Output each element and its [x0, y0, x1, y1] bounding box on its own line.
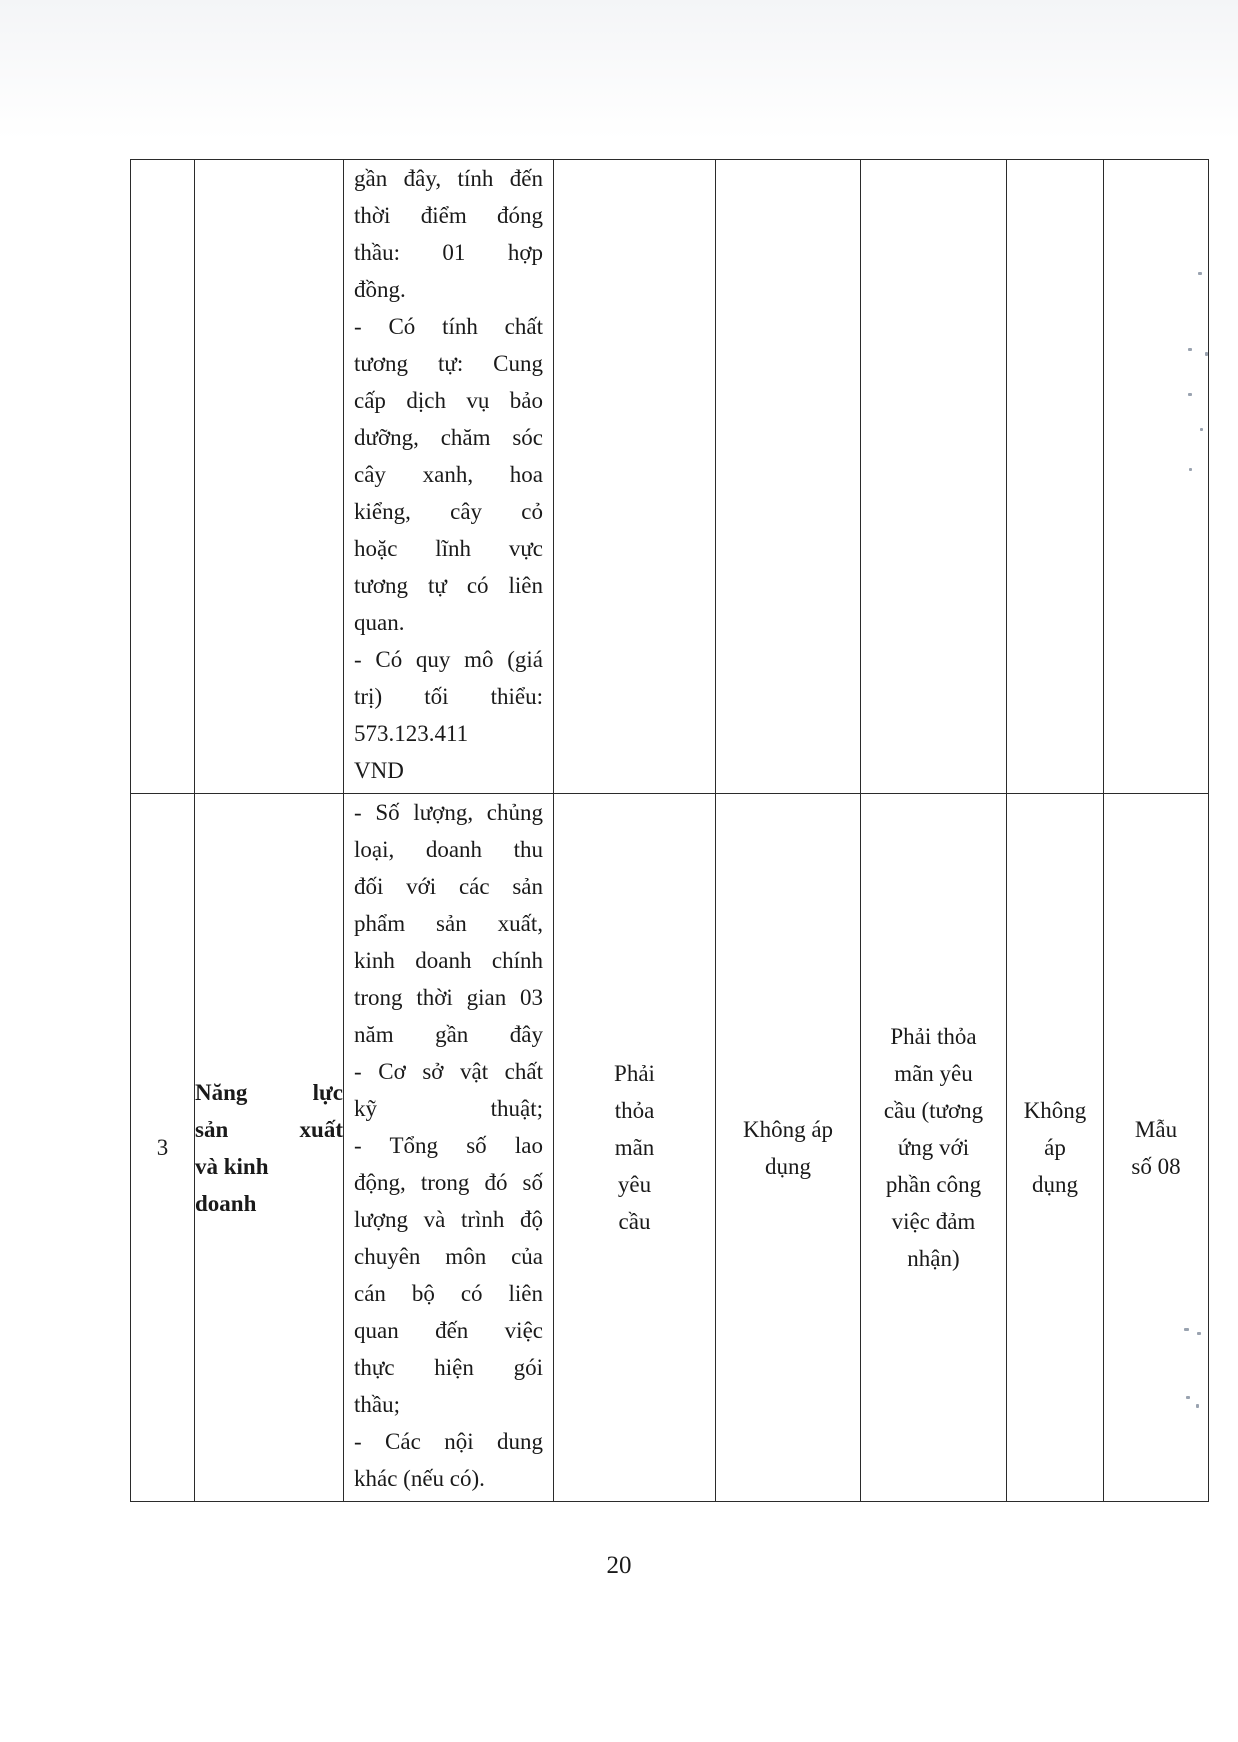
- text-line: động, trong đó số: [354, 1170, 543, 1195]
- scan-speck: [1188, 393, 1192, 396]
- requirement-cell: [344, 160, 554, 794]
- requirement-cell: [344, 794, 554, 1502]
- text-line: việc đảm: [891, 1209, 976, 1234]
- text-line: 573.123.411: [354, 721, 469, 746]
- text-line: sản xuất: [195, 1116, 343, 1142]
- stt-number: 3: [156, 1135, 169, 1160]
- text-line: đối với các sản: [354, 874, 543, 899]
- text-line: loại, doanh thu: [354, 837, 543, 862]
- text-line: thỏa: [614, 1098, 655, 1123]
- text-line: Phải: [614, 1061, 655, 1086]
- stt-cell-empty: [131, 160, 195, 794]
- text-line: thầu: 01 hợp: [354, 240, 543, 265]
- text-line: đồng.: [354, 277, 406, 302]
- text-line: - Có tính chất: [354, 314, 543, 339]
- form-reference-text: [1131, 1111, 1180, 1185]
- text-line: thực hiện gói: [354, 1355, 543, 1380]
- text-line: cầu (tương: [883, 1098, 984, 1123]
- cell-empty-c: [861, 160, 1007, 794]
- text-line: thời điểm đóng: [354, 203, 543, 228]
- text-line: trị) tối thiểu:: [354, 684, 543, 709]
- text-line: áp: [1044, 1135, 1066, 1160]
- cell-empty-b: [716, 160, 861, 794]
- joint-venture-min-cell: [1007, 794, 1104, 1502]
- text-line: ứng với: [897, 1135, 970, 1160]
- scan-speck: [1188, 348, 1192, 351]
- text-line: chuyên môn của: [354, 1244, 543, 1269]
- text-line: số 08: [1131, 1153, 1181, 1179]
- requirement-text: [344, 794, 553, 1497]
- text-line: quan đến việc: [354, 1318, 543, 1343]
- text-line: cán bộ có liên: [354, 1281, 543, 1306]
- cell-empty-a: [554, 160, 716, 794]
- text-line: quan.: [354, 610, 405, 635]
- stt-cell: [131, 794, 195, 1502]
- cell-empty-e: [1104, 160, 1209, 794]
- text-line: lượng và trình độ: [354, 1207, 543, 1232]
- text-line: - Tổng số lao: [354, 1133, 543, 1158]
- text-line: nhận): [907, 1246, 960, 1271]
- text-line: dụng: [1032, 1172, 1078, 1197]
- joint-venture-member-text: [884, 1018, 983, 1277]
- text-line: và kinh: [195, 1153, 269, 1179]
- standalone-requirement-text: [614, 1055, 655, 1240]
- table-row-3: [131, 794, 1209, 1502]
- scan-speck: [1197, 1332, 1201, 1335]
- joint-venture-member-cell: [861, 794, 1007, 1502]
- text-line: cầu: [618, 1209, 651, 1234]
- page-number: 20: [606, 1552, 632, 1579]
- text-line: - Có quy mô (giá: [354, 647, 543, 672]
- text-line: dụng: [764, 1153, 811, 1179]
- text-line: hoặc lĩnh vực: [354, 536, 543, 561]
- text-line: mãn: [614, 1135, 655, 1160]
- text-line: doanh: [195, 1190, 257, 1216]
- table-row-continued: [131, 160, 1209, 794]
- joint-venture-min-text: [1024, 1092, 1087, 1203]
- form-reference-cell: [1104, 794, 1209, 1502]
- text-line: khác (nếu có).: [354, 1466, 485, 1491]
- text-line: phần công: [885, 1172, 982, 1197]
- text-line: VND: [354, 758, 404, 783]
- text-line: Không: [1023, 1098, 1087, 1123]
- text-line: mãn yêu: [894, 1061, 973, 1086]
- scan-speck: [1186, 1396, 1190, 1399]
- scan-background-top: [0, 0, 1238, 140]
- text-line: thầu;: [354, 1392, 400, 1417]
- text-line: Năng lực: [195, 1079, 343, 1105]
- scan-speck: [1196, 1404, 1199, 1408]
- scan-speck: [1189, 468, 1192, 471]
- scan-speck: [1200, 428, 1203, 431]
- cell-empty-d: [1007, 160, 1104, 794]
- scan-speck: [1184, 1328, 1189, 1331]
- text-line: kiểng, cây cỏ: [354, 499, 543, 524]
- criterion-cell: [195, 794, 344, 1502]
- text-line: Không áp: [742, 1116, 834, 1142]
- criteria-table: [130, 159, 1209, 1502]
- text-line: tương tự: Cung: [354, 351, 543, 376]
- scan-speck: [1205, 352, 1208, 356]
- text-line: Phải thỏa: [890, 1024, 977, 1049]
- text-line: tương tự có liên: [354, 573, 543, 598]
- scan-speck: [1198, 272, 1202, 275]
- criterion-text: [195, 1074, 343, 1222]
- text-line: cây xanh, hoa: [354, 462, 543, 487]
- joint-venture-all-text: [743, 1111, 833, 1185]
- text-line: năm gần đây: [354, 1022, 543, 1047]
- text-line: kinh doanh chính: [354, 948, 543, 973]
- text-line: Mẫu: [1134, 1116, 1178, 1142]
- standalone-requirement-cell: [554, 794, 716, 1502]
- text-line: - Số lượng, chủng: [354, 800, 543, 825]
- text-line: dưỡng, chăm sóc: [354, 425, 543, 450]
- text-line: - Cơ sở vật chất: [354, 1059, 543, 1084]
- text-line: kỹ thuật;: [354, 1096, 543, 1121]
- text-line: cấp dịch vụ bảo: [354, 388, 543, 413]
- text-line: trong thời gian 03: [354, 985, 543, 1010]
- text-line: - Các nội dung: [354, 1429, 543, 1454]
- criterion-cell-empty: [195, 160, 344, 794]
- text-line: phẩm sản xuất,: [354, 911, 543, 936]
- joint-venture-all-cell: [716, 794, 861, 1502]
- requirement-text: [344, 160, 553, 789]
- text-line: yêu: [617, 1172, 652, 1197]
- text-line: gần đây, tính đến: [354, 166, 543, 191]
